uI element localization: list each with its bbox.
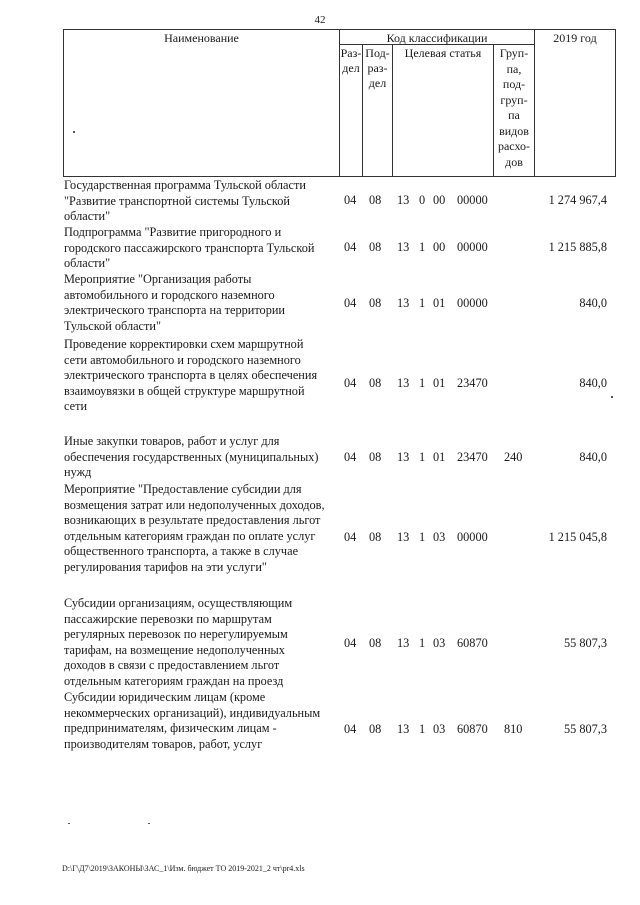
scan-speck — [73, 131, 75, 133]
target-code-subprogram: 1 — [419, 296, 426, 310]
target-code-subprogram: 0 — [419, 193, 426, 207]
header-razdel: Раз- дел — [340, 46, 362, 75]
page-number: 42 — [314, 14, 326, 26]
header-name: Наименование — [164, 31, 239, 45]
target-code-program: 13 — [397, 636, 410, 650]
target-code-direction: 23470 — [457, 450, 488, 464]
target-code-direction: 23470 — [457, 376, 488, 390]
row-name: Мероприятие "Предоставление субсидии для возмещения затрат или недополученных доходов, возникающих в результате предоставления льгот отдельным категориям граждан по оплате услуг общественного транспорта, а также в случае регулирования тарифов на эти услуги" — [64, 482, 325, 574]
podrazdel-code: 08 — [369, 530, 382, 544]
amount-2019: 840,0 — [579, 296, 607, 310]
row-name: Подпрограмма "Развитие пригородного и городского пассажирского транспорта Тульской области" — [64, 225, 315, 270]
row-name: Государственная программа Тульской области "Развитие транспортной системы Тульской области" — [64, 178, 306, 223]
target-code-event: 03 — [433, 530, 446, 544]
target-code-event: 01 — [433, 376, 446, 390]
razdel-code: 04 — [344, 193, 357, 207]
target-code-program: 13 — [397, 450, 410, 464]
target-code-program: 13 — [397, 193, 410, 207]
razdel-code: 04 — [344, 296, 357, 310]
scan-speck — [68, 823, 70, 824]
podrazdel-code: 08 — [369, 376, 382, 390]
podrazdel-code: 08 — [369, 240, 382, 254]
row-name: Мероприятие "Организация работы автомобильного и городского наземного электрического транспорта на территории Тульской области" — [64, 272, 286, 333]
amount-2019: 840,0 — [579, 450, 607, 464]
razdel-code: 04 — [344, 240, 357, 254]
target-code-direction: 00000 — [457, 240, 488, 254]
scan-speck — [148, 823, 150, 824]
podrazdel-code: 08 — [369, 722, 382, 736]
row-name: Проведение корректировки схем маршрутной сети автомобильного и городского наземного электрического транспорта в целях обеспечения взаимоувязки в общей структуре маршрутной сети — [64, 337, 318, 413]
amount-2019: 55 807,3 — [563, 636, 607, 650]
row-name: Субсидии юридическим лицам (кроме некоммерческих организаций), индивидуальным предпринимателям, физическим лицам - производителям товаров, работ, услуг — [64, 690, 321, 751]
target-code-direction: 00000 — [457, 193, 488, 207]
podrazdel-code: 08 — [369, 193, 382, 207]
target-code-direction: 00000 — [457, 296, 488, 310]
target-code-event: 03 — [433, 722, 446, 736]
target-code-program: 13 — [397, 376, 410, 390]
header-year: 2019 год — [553, 31, 597, 45]
amount-2019: 1 215 045,8 — [548, 530, 607, 544]
footer-file-path: D:\Г\Д7\2019\ЗАКОНЫ\ЗАС_1\Изм. бюджет ТО 2019-2021_2 чт\pr4.xls — [62, 864, 305, 873]
target-code-event: 01 — [433, 450, 446, 464]
target-code-subprogram: 1 — [419, 530, 426, 544]
razdel-code: 04 — [344, 636, 357, 650]
podrazdel-code: 08 — [369, 450, 382, 464]
target-code-program: 13 — [397, 296, 410, 310]
row-name: Субсидии организациям, осуществляющим пассажирские перевозки по маршрутам регулярных перевозок по нерегулируемым тарифам, на возмещение недополученных доходов в связи с предоставлением льгот отдельным категориям граждан на проезд — [64, 596, 293, 688]
target-code-event: 00 — [433, 240, 446, 254]
target-code-direction: 00000 — [457, 530, 488, 544]
target-code-direction: 60870 — [457, 722, 488, 736]
target-code-event: 00 — [433, 193, 446, 207]
target-code-program: 13 — [397, 240, 410, 254]
amount-2019: 840,0 — [579, 376, 607, 390]
amount-2019: 1 274 967,4 — [548, 193, 607, 207]
razdel-code: 04 — [344, 450, 357, 464]
expense-type-code: 810 — [504, 722, 523, 736]
row-name: Иные закупки товаров, работ и услуг для обеспечения государственных (муниципальных) нужд — [64, 434, 319, 479]
expense-type-code: 240 — [504, 450, 523, 464]
amount-2019: 1 215 885,8 — [548, 240, 607, 254]
scan-speck — [611, 396, 613, 398]
podrazdel-code: 08 — [369, 296, 382, 310]
header-target-article: Целевая статья — [404, 46, 482, 60]
target-code-event: 01 — [433, 296, 446, 310]
header-expense-group: Груп- па, под- груп- па видов расхо- дов — [497, 46, 531, 169]
header-podrazdel: Под- раз- дел — [365, 46, 390, 90]
podrazdel-code: 08 — [369, 636, 382, 650]
target-code-event: 03 — [433, 636, 446, 650]
razdel-code: 04 — [344, 376, 357, 390]
header-code-group: Код классификации — [386, 31, 488, 45]
target-code-subprogram: 1 — [419, 722, 426, 736]
target-code-subprogram: 1 — [419, 636, 426, 650]
target-code-program: 13 — [397, 722, 410, 736]
amount-2019: 55 807,3 — [563, 722, 607, 736]
target-code-subprogram: 1 — [419, 240, 426, 254]
razdel-code: 04 — [344, 722, 357, 736]
target-code-subprogram: 1 — [419, 450, 426, 464]
target-code-program: 13 — [397, 530, 410, 544]
target-code-subprogram: 1 — [419, 376, 426, 390]
razdel-code: 04 — [344, 530, 357, 544]
target-code-direction: 60870 — [457, 636, 488, 650]
